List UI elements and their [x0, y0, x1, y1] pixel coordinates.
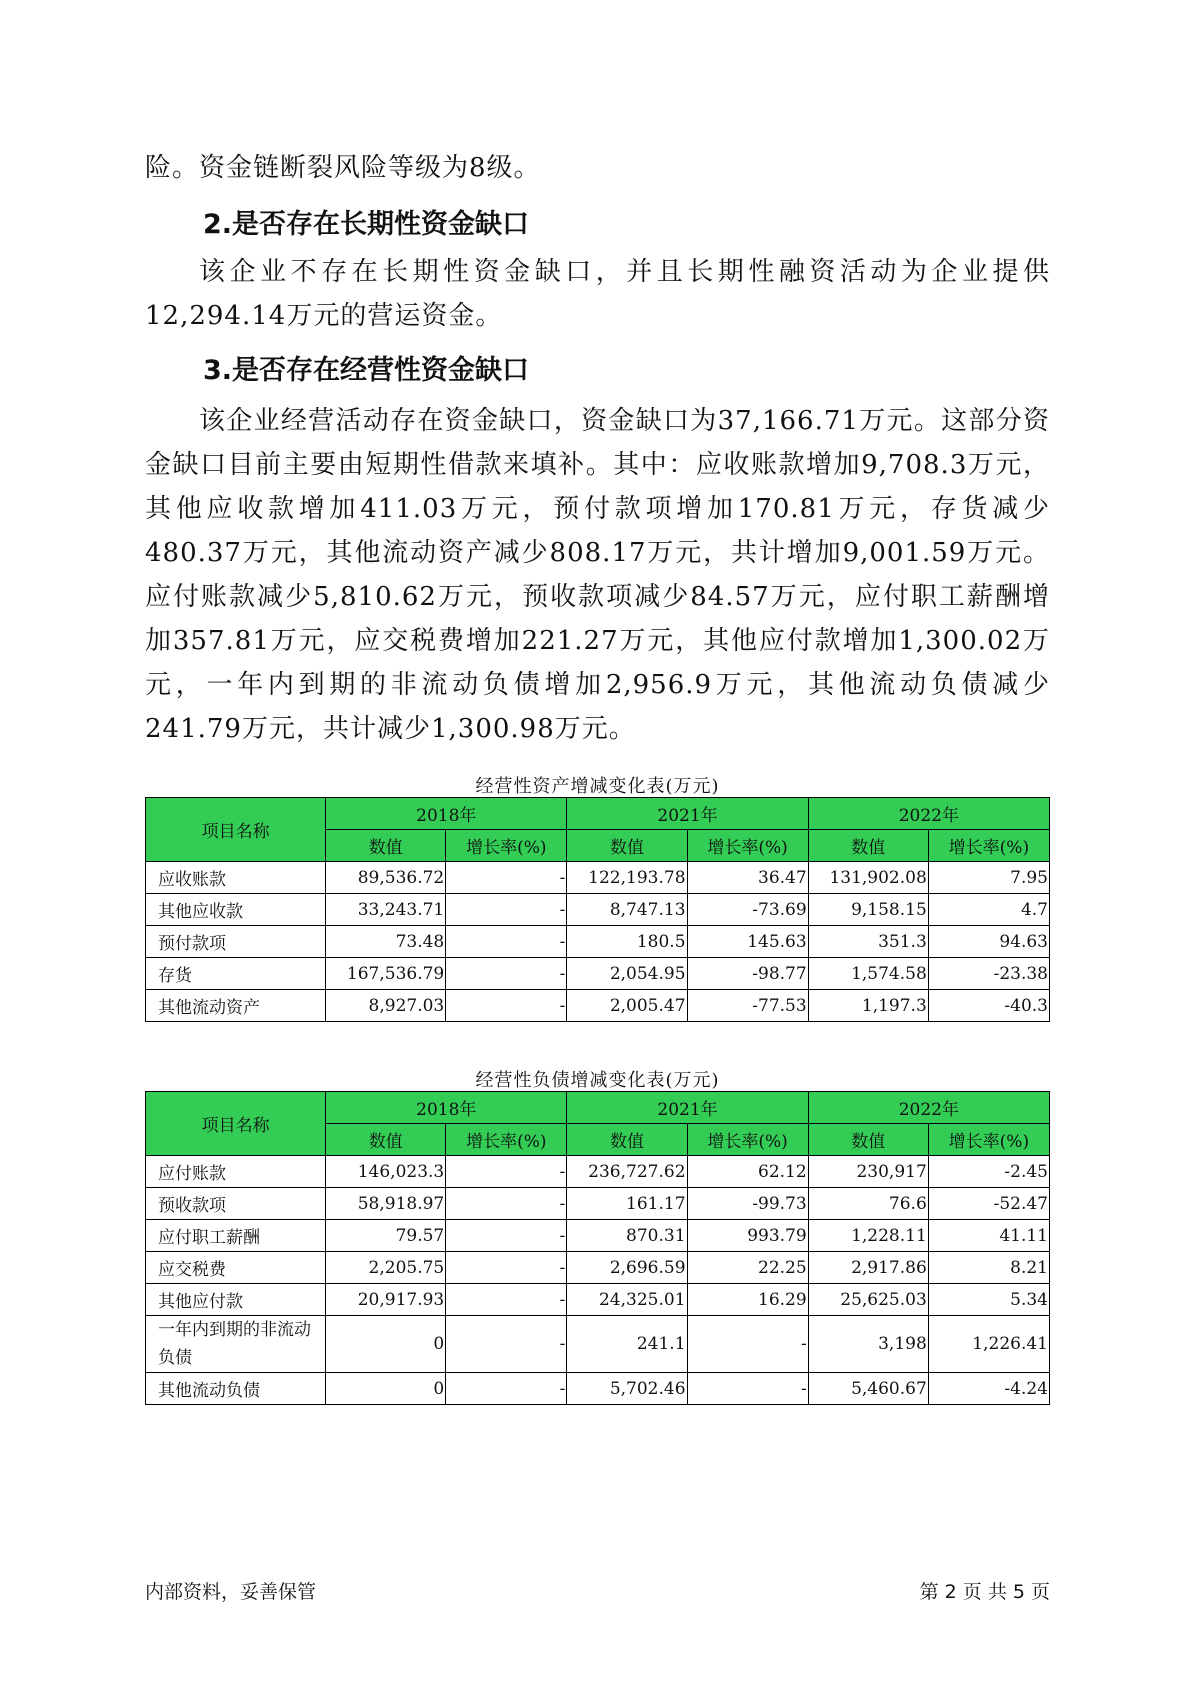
- table-header-year: 2021年: [567, 798, 808, 830]
- table-header-year: 2018年: [326, 1092, 567, 1124]
- cell-growth-rate: -: [687, 1373, 808, 1405]
- table-row: [146, 894, 1050, 926]
- table-subheader-rate: 增长率(%): [446, 830, 567, 862]
- cell-value: 122,193.78: [567, 862, 687, 894]
- table-row: [146, 1284, 1050, 1316]
- cell-growth-rate: -4.24: [928, 1373, 1049, 1405]
- table-subheader-rate: 增长率(%): [446, 1124, 567, 1156]
- footer-page-number: 第 2 页 共 5 页: [919, 1581, 1050, 1603]
- table-caption-assets: 经营性资产增减变化表(万元): [475, 776, 720, 797]
- table-header-year: 2021年: [567, 1092, 808, 1124]
- cell-growth-rate: -: [446, 926, 567, 958]
- table-subheader-rate: 增长率(%): [928, 830, 1049, 862]
- cell-growth-rate: -52.47: [928, 1188, 1049, 1220]
- table-row: [146, 926, 1050, 958]
- cell-growth-rate: 1,226.41: [928, 1316, 1049, 1373]
- table-subheader-rate: 增长率(%): [928, 1124, 1049, 1156]
- cell-value: 2,696.59: [567, 1252, 687, 1284]
- cell-value: 1,574.58: [808, 958, 928, 990]
- table-subheader-value: 数值: [567, 1124, 687, 1156]
- table-subheader-value: 数值: [567, 830, 687, 862]
- cell-value: 8,927.03: [326, 990, 446, 1022]
- cell-value: 0: [326, 1316, 446, 1373]
- cell-growth-rate: -: [446, 1156, 567, 1188]
- cell-growth-rate: 41.11: [928, 1220, 1049, 1252]
- table-subheader-rate: 增长率(%): [687, 830, 808, 862]
- table-header-name: 项目名称: [146, 1092, 326, 1156]
- cell-value: 3,198: [808, 1316, 928, 1373]
- liabilities-change-table: [145, 1091, 1050, 1405]
- cell-growth-rate: -: [687, 1316, 808, 1373]
- row-label: 存货: [146, 958, 326, 990]
- cell-value: 131,902.08: [808, 862, 928, 894]
- table-header-year: 2022年: [808, 798, 1049, 830]
- table-header-name: 项目名称: [146, 798, 326, 862]
- paragraph-operating-gap: 该企业经营活动存在资金缺口，资金缺口为37,166.71万元。这部分资金缺口目前主要由短期性借款来填补。其中：应收账款增加9,708.3万元，其他应收款增加411.03万元，预付款项增加170.81万元，存货减少480.37万元，其他流动资产减少808.17万元，共计增加9,001.59万元。应付账款减少5,810.62万元，预收款项减少84.57万元，应付职工薪酬增加357.81万元，应交税费增加221.27万元，其他应付款增加1,300.02万元，一年内到期的非流动负债增加2,956.9万元，其他流动负债减少241.79万元，共计减少1,300.98万元。: [145, 406, 1050, 744]
- cell-value: 2,205.75: [326, 1252, 446, 1284]
- row-label: 其他流动资产: [146, 990, 326, 1022]
- row-label: 其他流动负债: [146, 1373, 326, 1405]
- cell-value: 5,460.67: [808, 1373, 928, 1405]
- cell-value: 351.3: [808, 926, 928, 958]
- table-subheader-rate: 增长率(%): [687, 1124, 808, 1156]
- cell-value: 9,158.15: [808, 894, 928, 926]
- table-row: [146, 862, 1050, 894]
- cell-growth-rate: -: [446, 1252, 567, 1284]
- cell-growth-rate: 8.21: [928, 1252, 1049, 1284]
- table-row: [146, 1156, 1050, 1188]
- cell-value: 73.48: [326, 926, 446, 958]
- cell-growth-rate: 7.95: [928, 862, 1049, 894]
- cell-value: 2,917.86: [808, 1252, 928, 1284]
- cell-value: 8,747.13: [567, 894, 687, 926]
- cell-growth-rate: -98.77: [687, 958, 808, 990]
- cell-growth-rate: 5.34: [928, 1284, 1049, 1316]
- table-row: [146, 1220, 1050, 1252]
- row-label: 预付款项: [146, 926, 326, 958]
- cell-value: 58,918.97: [326, 1188, 446, 1220]
- footer-confidential-note: 内部资料，妥善保管: [145, 1581, 317, 1603]
- cell-value: 146,023.3: [326, 1156, 446, 1188]
- cell-value: 167,536.79: [326, 958, 446, 990]
- heading-long-term-gap: 2.是否存在长期性资金缺口: [203, 209, 530, 240]
- cell-value: 241.1: [567, 1316, 687, 1373]
- table-header-year: 2018年: [326, 798, 567, 830]
- cell-growth-rate: -73.69: [687, 894, 808, 926]
- table-caption-liabilities: 经营性负债增减变化表(万元): [475, 1070, 720, 1091]
- table-row: [146, 990, 1050, 1022]
- assets-change-table: [145, 797, 1050, 1022]
- cell-growth-rate: -: [446, 894, 567, 926]
- cell-growth-rate: -: [446, 1188, 567, 1220]
- cell-growth-rate: 36.47: [687, 862, 808, 894]
- cell-value: 870.31: [567, 1220, 687, 1252]
- cell-value: 1,197.3: [808, 990, 928, 1022]
- row-label: 一年内到期的非流动负债: [146, 1316, 326, 1373]
- cell-growth-rate: 145.63: [687, 926, 808, 958]
- table-row: [146, 1252, 1050, 1284]
- table-subheader-value: 数值: [326, 1124, 446, 1156]
- table-header-year: 2022年: [808, 1092, 1049, 1124]
- row-label: 预收款项: [146, 1188, 326, 1220]
- cell-value: 5,702.46: [567, 1373, 687, 1405]
- cell-growth-rate: -: [446, 990, 567, 1022]
- cell-value: 2,054.95: [567, 958, 687, 990]
- cell-growth-rate: -2.45: [928, 1156, 1049, 1188]
- row-label: 其他应付款: [146, 1284, 326, 1316]
- cell-value: 76.6: [808, 1188, 928, 1220]
- row-label: 应收账款: [146, 862, 326, 894]
- paragraph-long-term-gap: 该企业不存在长期性资金缺口，并且长期性融资活动为企业提供12,294.14万元的营运资金。: [145, 257, 1050, 331]
- cell-growth-rate: -: [446, 1284, 567, 1316]
- cell-growth-rate: -: [446, 958, 567, 990]
- cell-value: 2,005.47: [567, 990, 687, 1022]
- paragraph-risk-level: 险。资金链断裂风险等级为8级。: [145, 153, 541, 183]
- row-label: 其他应收款: [146, 894, 326, 926]
- cell-growth-rate: 4.7: [928, 894, 1049, 926]
- cell-value: 79.57: [326, 1220, 446, 1252]
- cell-value: 24,325.01: [567, 1284, 687, 1316]
- cell-value: 230,917: [808, 1156, 928, 1188]
- cell-value: 236,727.62: [567, 1156, 687, 1188]
- cell-growth-rate: -77.53: [687, 990, 808, 1022]
- cell-value: 161.17: [567, 1188, 687, 1220]
- heading-operating-gap: 3.是否存在经营性资金缺口: [203, 355, 530, 386]
- cell-growth-rate: -: [446, 1220, 567, 1252]
- cell-value: 20,917.93: [326, 1284, 446, 1316]
- cell-growth-rate: 94.63: [928, 926, 1049, 958]
- table-row: [146, 958, 1050, 990]
- table-row: [146, 1316, 1050, 1373]
- cell-growth-rate: -: [446, 1373, 567, 1405]
- cell-growth-rate: 22.25: [687, 1252, 808, 1284]
- cell-growth-rate: -23.38: [928, 958, 1049, 990]
- cell-growth-rate: -40.3: [928, 990, 1049, 1022]
- cell-value: 25,625.03: [808, 1284, 928, 1316]
- cell-value: 33,243.71: [326, 894, 446, 926]
- cell-value: 89,536.72: [326, 862, 446, 894]
- row-label: 应付职工薪酬: [146, 1220, 326, 1252]
- row-label: 应交税费: [146, 1252, 326, 1284]
- row-label: 应付账款: [146, 1156, 326, 1188]
- cell-value: 1,228.11: [808, 1220, 928, 1252]
- cell-growth-rate: 62.12: [687, 1156, 808, 1188]
- table-row: [146, 1373, 1050, 1405]
- cell-value: 180.5: [567, 926, 687, 958]
- table-subheader-value: 数值: [808, 1124, 928, 1156]
- table-subheader-value: 数值: [808, 830, 928, 862]
- cell-growth-rate: 993.79: [687, 1220, 808, 1252]
- cell-growth-rate: -: [446, 862, 567, 894]
- cell-growth-rate: 16.29: [687, 1284, 808, 1316]
- cell-growth-rate: -: [446, 1316, 567, 1373]
- table-row: [146, 1188, 1050, 1220]
- cell-growth-rate: -99.73: [687, 1188, 808, 1220]
- cell-value: 0: [326, 1373, 446, 1405]
- table-subheader-value: 数值: [326, 830, 446, 862]
